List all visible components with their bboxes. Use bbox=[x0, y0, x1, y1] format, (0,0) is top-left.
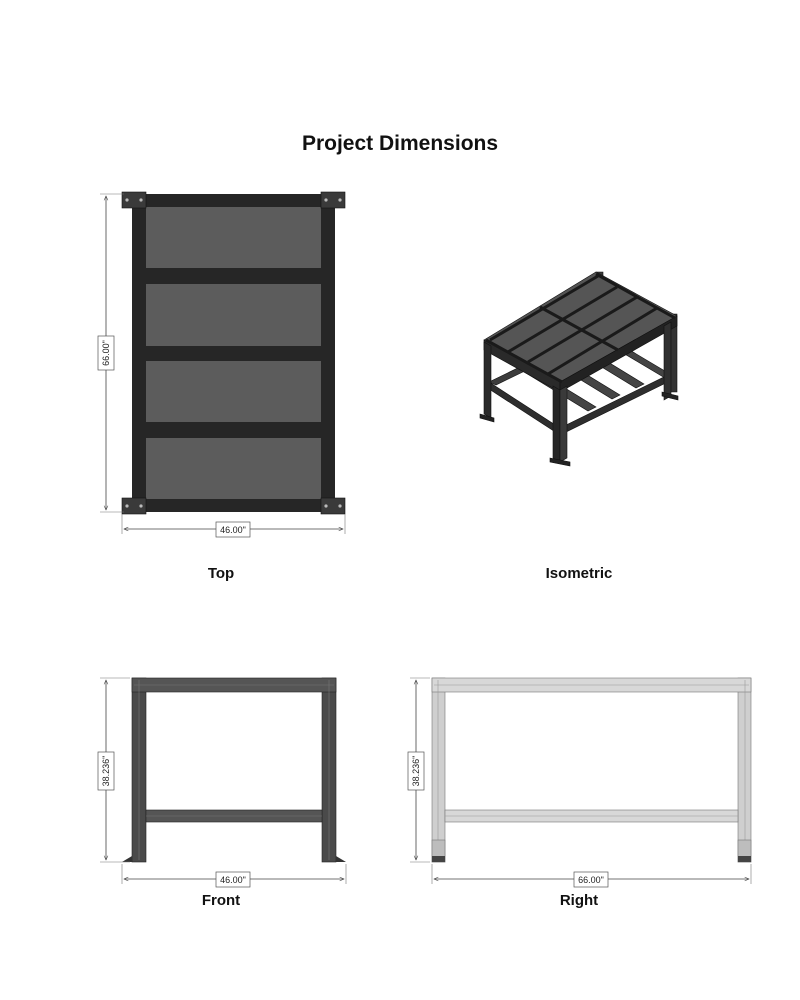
top-view bbox=[98, 192, 345, 537]
top-panel-4 bbox=[146, 438, 321, 499]
front-view bbox=[98, 678, 346, 887]
isometric-view bbox=[480, 272, 678, 466]
top-panel-2 bbox=[146, 284, 321, 346]
top-width-dim: 46.00" bbox=[220, 525, 246, 535]
view-label-top: Top bbox=[207, 565, 235, 582]
top-panel-3 bbox=[146, 361, 321, 422]
front-height-dim: 38.236" bbox=[101, 755, 111, 787]
right-view bbox=[408, 678, 751, 887]
page-title: Project Dimensions bbox=[301, 132, 499, 155]
front-width-dim: 46.00" bbox=[220, 875, 246, 885]
view-label-front: Front bbox=[201, 892, 241, 909]
top-panel-1 bbox=[146, 207, 321, 268]
right-width-dim: 66.00" bbox=[578, 875, 604, 885]
view-label-isometric: Isometric bbox=[545, 565, 613, 582]
top-length-dim: 66.00" bbox=[101, 340, 111, 366]
view-label-right: Right bbox=[559, 892, 599, 909]
right-height-dim: 38.236" bbox=[411, 755, 421, 787]
